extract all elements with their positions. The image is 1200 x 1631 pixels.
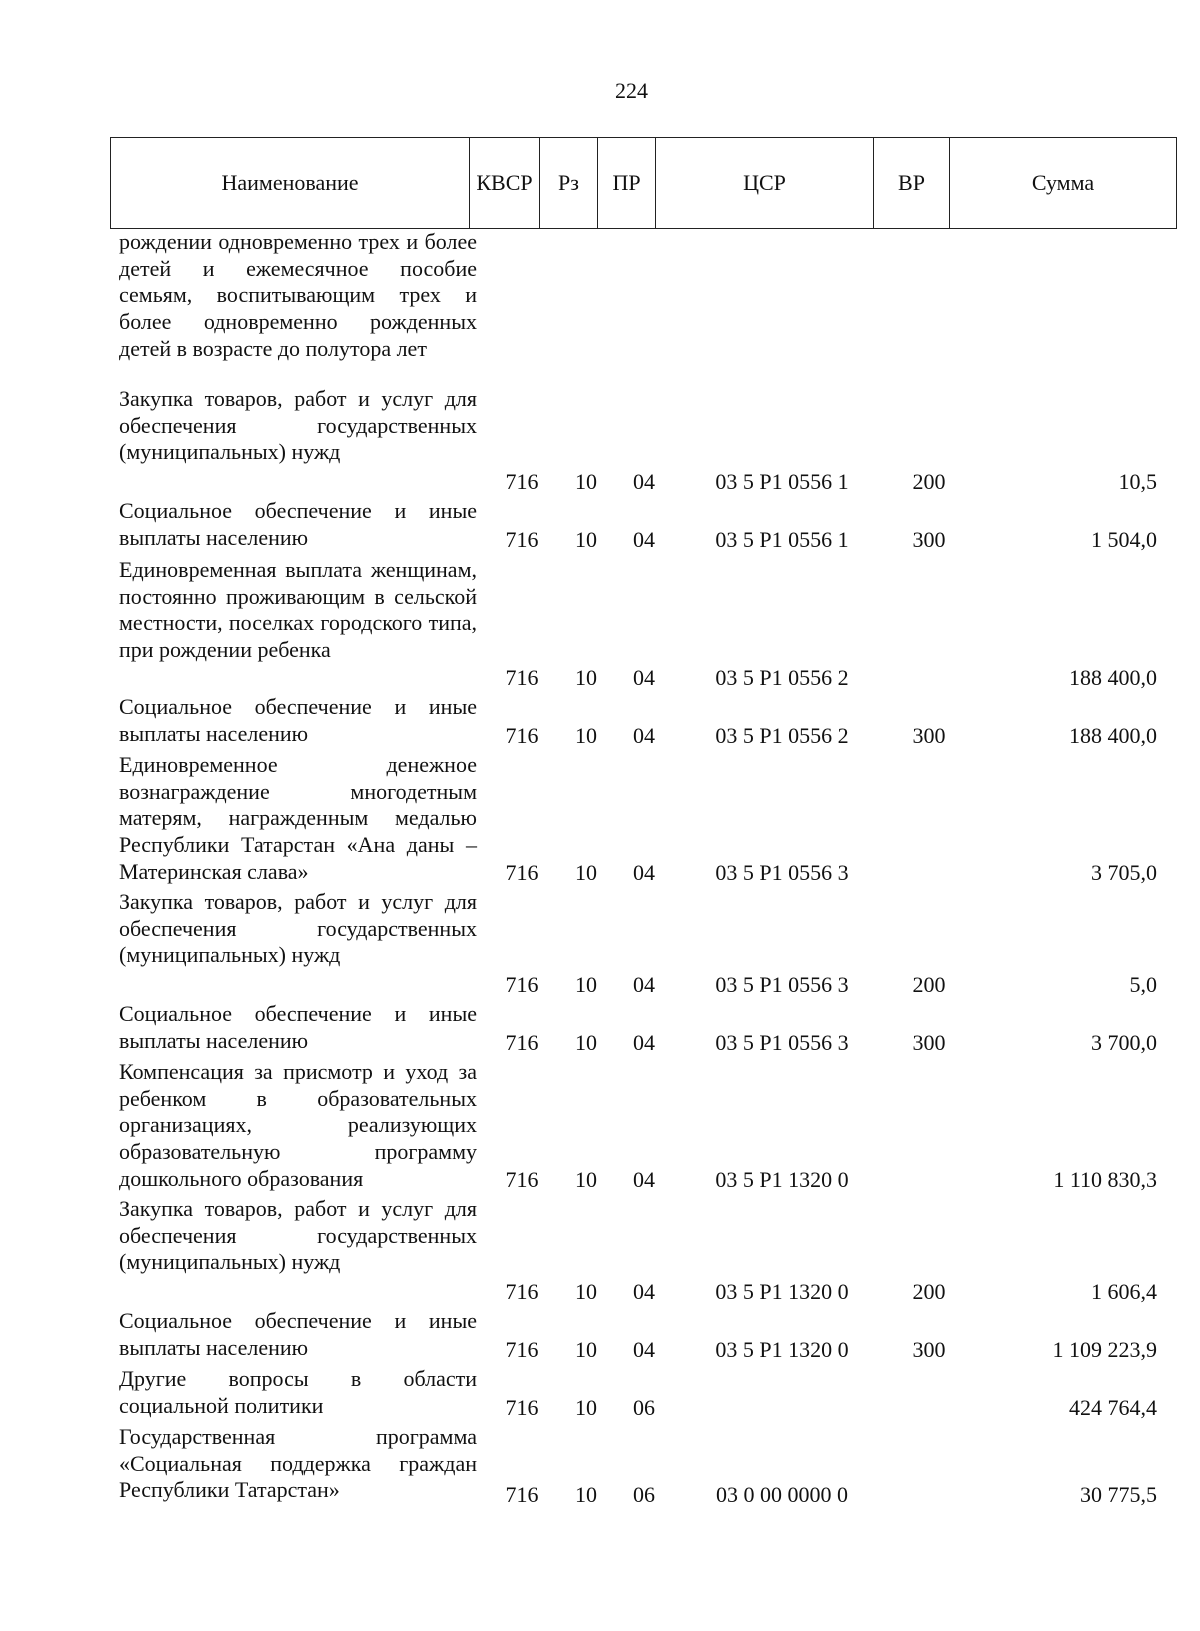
row-name: Закупка товаров, работ и услуг для обеспечения государственных (муниципальных) нужд — [119, 1196, 477, 1275]
row-sum: 188 400,0 — [1069, 665, 1157, 690]
row-sum: 1 606,4 — [1091, 1279, 1157, 1304]
table-row — [0, 1196, 1200, 1305]
table-row — [0, 498, 1200, 553]
row-csr: 03 5 Р1 0556 3 — [715, 860, 849, 885]
row-kvsr: 716 — [505, 1395, 539, 1420]
table-row — [0, 752, 1200, 886]
row-rz: 10 — [575, 1395, 597, 1420]
row-csr: 03 5 Р1 0556 3 — [715, 972, 849, 997]
row-sum: 3 705,0 — [1091, 860, 1157, 885]
row-rz: 10 — [575, 1337, 597, 1362]
row-csr: 03 5 Р1 1320 0 — [715, 1167, 849, 1192]
table-row — [0, 1059, 1200, 1193]
row-vr: 300 — [912, 1030, 946, 1055]
row-name: Компенсация за присмотр и уход за ребенком в образовательных организациях, реализующих образовательную программу дошкольного образования — [119, 1059, 477, 1191]
row-kvsr: 716 — [505, 723, 539, 748]
row-vr: 200 — [912, 469, 946, 494]
row-sum: 5,0 — [1129, 972, 1157, 997]
row-kvsr: 716 — [505, 469, 539, 494]
row-vr: 200 — [912, 972, 946, 997]
row-sum: 188 400,0 — [1069, 723, 1157, 748]
row-sum: 424 764,4 — [1069, 1395, 1157, 1420]
header-csr: ЦСР — [656, 138, 874, 228]
row-kvsr: 716 — [505, 665, 539, 690]
table-row — [0, 1308, 1200, 1363]
row-name: Социальное обеспечение и иные выплаты населению — [119, 498, 477, 550]
row-name: Единовременное денежное вознаграждение многодетным матерям, награжденным медалью Республики Татарстан «Ана даны – Материнская слава» — [119, 752, 477, 884]
row-name: Социальное обеспечение и иные выплаты населению — [119, 1001, 477, 1053]
row-name: Социальное обеспечение и иные выплаты населению — [119, 1308, 477, 1360]
header-name: Наименование — [111, 138, 470, 228]
row-pr: 04 — [633, 860, 655, 885]
table-row — [0, 889, 1200, 998]
row-rz: 10 — [575, 972, 597, 997]
row-csr: 03 0 00 0000 0 — [716, 1482, 848, 1507]
row-kvsr: 716 — [505, 1030, 539, 1055]
row-pr: 06 — [633, 1395, 655, 1420]
row-csr: 03 5 Р1 0556 2 — [715, 665, 849, 690]
row-rz: 10 — [575, 723, 597, 748]
row-vr: 200 — [912, 1279, 946, 1304]
row-kvsr: 716 — [505, 972, 539, 997]
row-sum: 30 775,5 — [1080, 1482, 1157, 1507]
row-sum: 3 700,0 — [1091, 1030, 1157, 1055]
row-name: Социальное обеспечение и иные выплаты населению — [119, 694, 477, 746]
row-pr: 04 — [633, 469, 655, 494]
table-row — [0, 1366, 1200, 1421]
row-kvsr: 716 — [505, 1482, 539, 1507]
header-vr: ВР — [874, 138, 950, 228]
header-pr: ПР — [598, 138, 656, 228]
row-rz: 10 — [575, 527, 597, 552]
row-rz: 10 — [575, 1482, 597, 1507]
row-sum: 1 109 223,9 — [1052, 1337, 1157, 1362]
header-sum: Сумма — [1031, 170, 1095, 195]
row-name: Единовременная выплата женщинам, постоянно проживающим в сельской местности, поселках городского типа, при рождении ребенка — [119, 557, 477, 663]
row-rz: 10 — [575, 469, 597, 494]
table-row — [0, 694, 1200, 749]
row-pr: 04 — [633, 527, 655, 552]
row-name: Другие вопросы в области социальной политики — [119, 1366, 477, 1418]
page-number: 224 — [615, 78, 648, 103]
row-kvsr: 716 — [505, 860, 539, 885]
row-vr: 300 — [912, 723, 946, 748]
row-pr: 04 — [633, 1030, 655, 1055]
row-kvsr: 716 — [505, 1167, 539, 1192]
row-pr: 04 — [633, 972, 655, 997]
table-row — [0, 229, 1200, 385]
row-csr: 03 5 Р1 0556 1 — [715, 527, 849, 552]
row-rz: 10 — [575, 860, 597, 885]
row-vr: 300 — [912, 1337, 946, 1362]
row-csr: 03 5 Р1 1320 0 — [715, 1337, 849, 1362]
row-pr: 04 — [633, 1167, 655, 1192]
row-sum: 1 504,0 — [1091, 527, 1157, 552]
table-header — [110, 137, 1177, 229]
row-sum: 1 110 830,3 — [1053, 1167, 1157, 1192]
row-name: Закупка товаров, работ и услуг для обеспечения государственных (муниципальных) нужд — [119, 889, 477, 968]
row-sum: 10,5 — [1118, 469, 1157, 494]
table-row — [0, 1424, 1200, 1508]
row-pr: 04 — [633, 1337, 655, 1362]
row-kvsr: 716 — [505, 1279, 539, 1304]
table-row — [0, 386, 1200, 495]
row-csr: 03 5 Р1 0556 1 — [715, 469, 849, 494]
row-pr: 06 — [633, 1482, 655, 1507]
row-name: Закупка товаров, работ и услуг для обеспечения государственных (муниципальных) нужд — [119, 386, 477, 465]
row-name: Государственная программа «Социальная поддержка граждан Республики Татарстан» — [119, 1424, 477, 1503]
row-csr: 03 5 Р1 0556 3 — [715, 1030, 849, 1055]
row-pr: 04 — [633, 1279, 655, 1304]
row-pr: 04 — [633, 723, 655, 748]
row-csr: 03 5 Р1 0556 2 — [715, 723, 849, 748]
row-rz: 10 — [575, 1030, 597, 1055]
row-kvsr: 716 — [505, 527, 539, 552]
row-rz: 10 — [575, 1279, 597, 1304]
row-pr: 04 — [633, 665, 655, 690]
row-name: рождении одновременно трех и более детей и ежемесячное пособие семьям, воспитывающим трех и более одновременно рожденных детей в возрасте до полутора лет — [119, 229, 477, 361]
row-rz: 10 — [575, 665, 597, 690]
row-rz: 10 — [575, 1167, 597, 1192]
table-row — [0, 1001, 1200, 1056]
row-kvsr: 716 — [505, 1337, 539, 1362]
row-vr: 300 — [912, 527, 946, 552]
header-kvsr: КВСР — [470, 138, 540, 228]
row-csr: 03 5 Р1 1320 0 — [715, 1279, 849, 1304]
header-rz: Рз — [540, 138, 598, 228]
table-row — [0, 557, 1200, 691]
